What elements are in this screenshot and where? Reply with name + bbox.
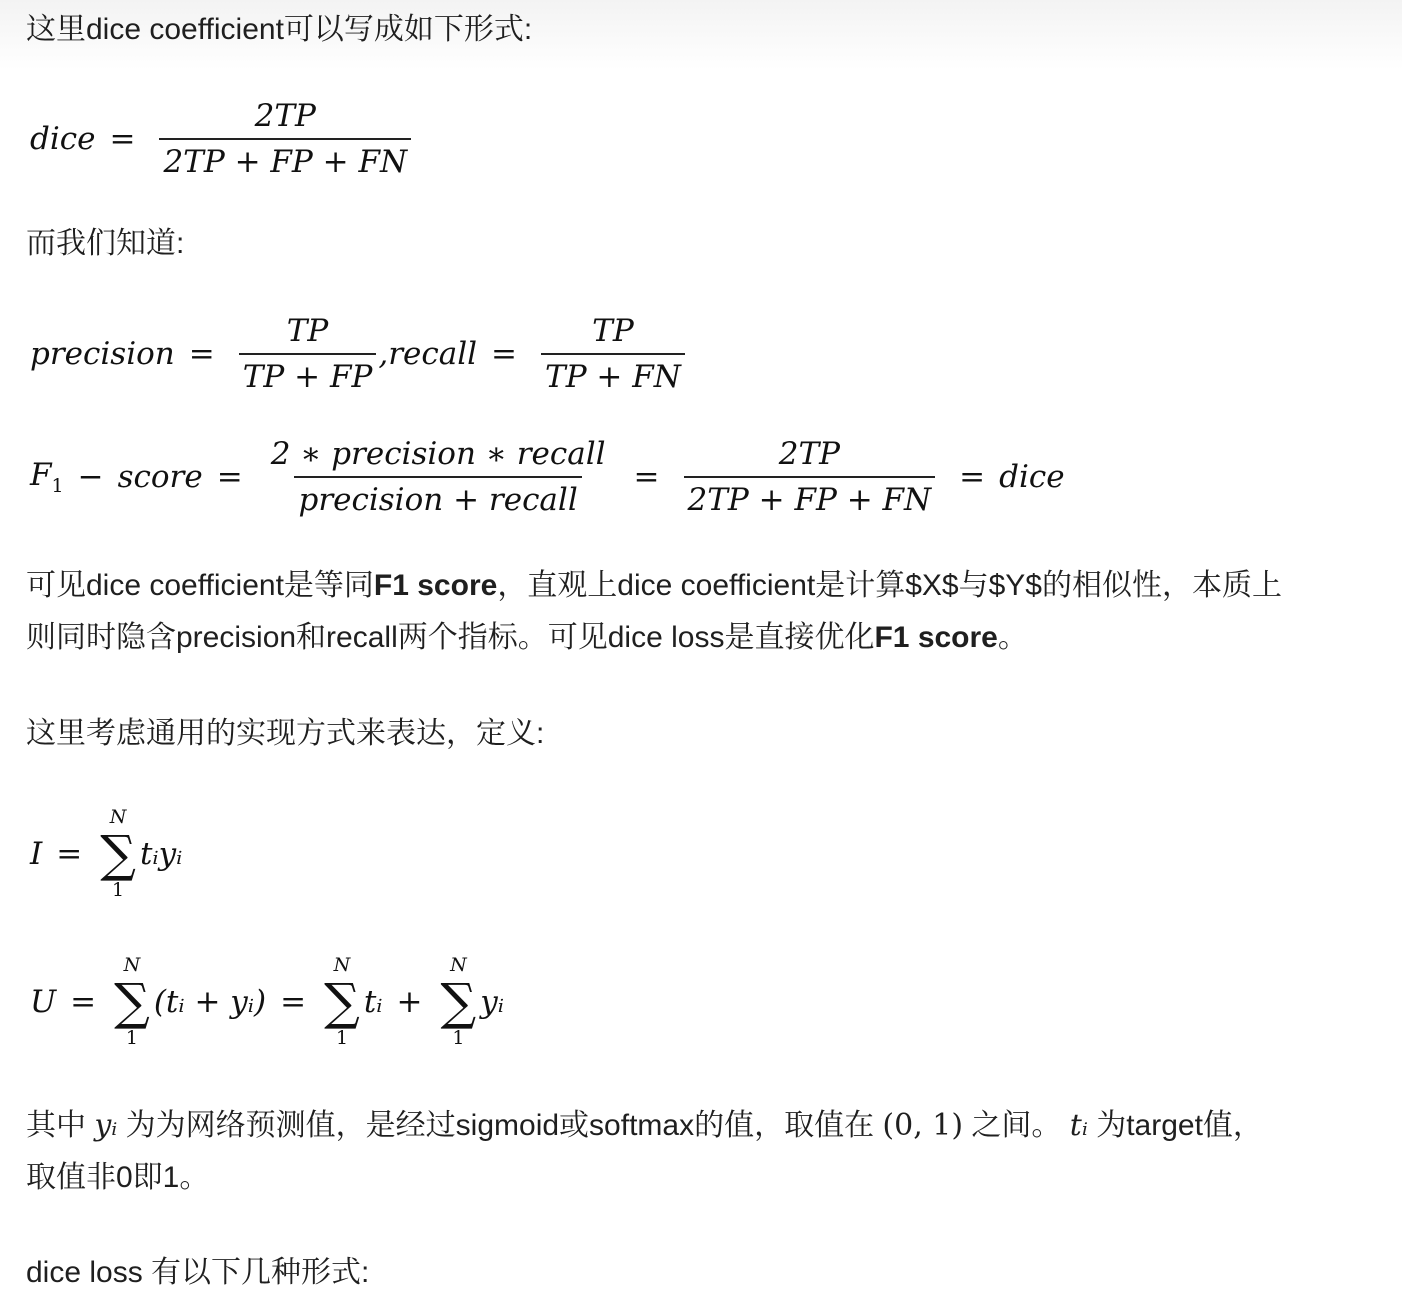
ti-inline: tᵢ	[1069, 1108, 1088, 1143]
U-symbol: U	[30, 984, 57, 1020]
ti-term: tᵢ	[363, 984, 383, 1020]
precision-recall-equation	[30, 313, 695, 395]
equals-sign: =	[188, 336, 215, 372]
sum-operator: N ∑ 1	[114, 954, 150, 1049]
interval-inline: (0, 1)	[882, 1108, 964, 1143]
yi-inline: yᵢ	[94, 1108, 118, 1143]
explanation-paragraph-line2: 取值非0即1。	[26, 1161, 210, 1194]
f1-fraction	[267, 436, 610, 518]
minus-sign: −	[77, 459, 104, 495]
explanation-paragraph-line1: 其中 yᵢ 为为网络预测值，是经过sigmoid或softmax的值，取值在 (0, 1) 之间。 tᵢ 为target值，	[26, 1108, 1263, 1143]
precision-fraction	[239, 313, 377, 395]
f1-numerator: 2 ∗ precision ∗ recall	[270, 436, 606, 472]
equals-sign: =	[56, 836, 83, 872]
f1-score-bold: F1 score	[874, 621, 998, 654]
sum-operator: N ∑ 1	[100, 806, 136, 901]
f1-equation	[30, 436, 1065, 518]
f1-dice-denominator: 2TP + FP + FN	[684, 476, 936, 518]
yi-term: yᵢ	[480, 984, 504, 1020]
dice-denominator: 2TP + FP + FN	[159, 138, 411, 180]
precision-numerator: TP	[286, 313, 329, 349]
comma: ,	[378, 336, 389, 372]
know-paragraph: 而我们知道:	[26, 227, 185, 260]
intro-paragraph: 这里dice coefficient可以写成如下形式:	[26, 13, 533, 46]
ti-plus-yi-term: (tᵢ + yᵢ)	[153, 984, 267, 1020]
union-equation	[30, 956, 504, 1048]
recall-numerator: TP	[592, 313, 634, 349]
f1-score-bold: F1 score	[373, 569, 498, 602]
dice-numerator: 2TP	[254, 98, 316, 134]
f1-dice-numerator: 2TP	[778, 436, 840, 472]
recall-fraction	[541, 313, 685, 395]
equivalence-paragraph-line2: 则同时隐含precision和recall两个指标。可见dice loss是直接优化F1 score。	[26, 621, 1028, 654]
equals-sign: =	[109, 121, 136, 157]
sum-operator: N ∑ 1	[324, 954, 360, 1049]
equals-sign: =	[216, 459, 243, 495]
equals-sign: =	[633, 459, 660, 495]
recall-symbol: recall	[388, 336, 478, 372]
recall-denominator: TP + FN	[541, 353, 685, 395]
equals-sign: =	[959, 459, 986, 495]
dice-symbol: dice	[30, 121, 96, 157]
equals-sign: =	[280, 984, 307, 1020]
f1-denominator: precision + recall	[294, 476, 581, 518]
precision-denominator: TP + FP	[239, 353, 377, 395]
dice-fraction	[159, 98, 411, 180]
f1-symbol: $F_1$	[30, 456, 64, 498]
f1-dice-fraction	[684, 436, 936, 518]
equals-sign: =	[491, 336, 518, 372]
score-symbol: score	[117, 459, 203, 495]
dice-symbol: dice	[999, 459, 1065, 495]
equivalence-paragraph-line1: 可见dice coefficient是等同F1 score，直观上dice coefficient是计算$X$与$Y$的相似性，本质上	[26, 569, 1282, 602]
ti-yi-term: tᵢyᵢ	[139, 836, 183, 872]
precision-symbol: precision	[30, 336, 175, 372]
I-symbol: I	[30, 836, 43, 872]
plus-sign: +	[396, 984, 423, 1020]
sum-operator: N ∑ 1	[440, 954, 477, 1049]
equals-sign: =	[70, 984, 97, 1020]
definition-paragraph: 这里考虑通用的实现方式来表达，定义:	[26, 717, 545, 750]
dice-loss-forms-heading: dice loss 有以下几种形式:	[26, 1256, 370, 1289]
dice-equation	[30, 98, 421, 180]
intersection-equation	[30, 808, 182, 900]
